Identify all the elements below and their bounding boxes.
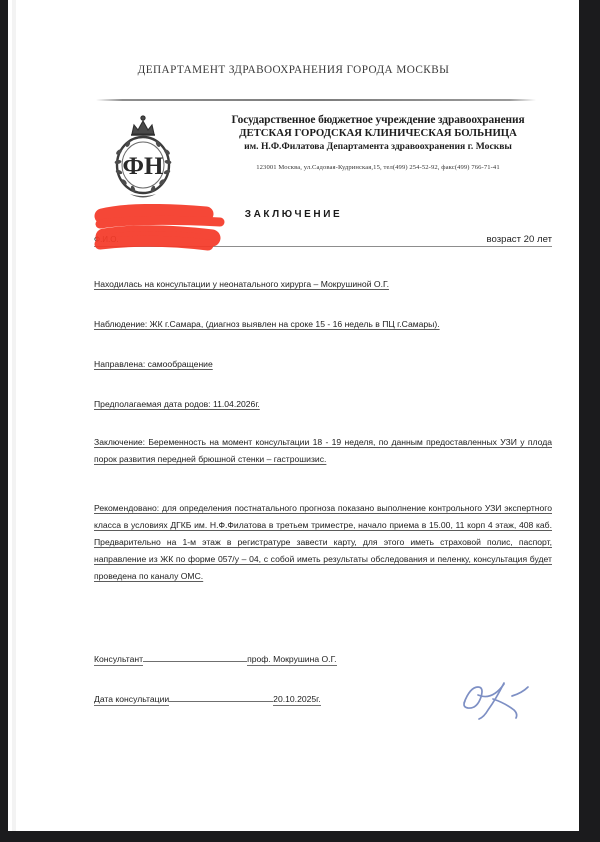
patient-name-row [94, 234, 552, 250]
document-page [8, 0, 579, 831]
hospital-emblem-icon [104, 112, 182, 204]
institution-address: 123001 Москва, ул.Садовая-Кудринская,15, тел(499) 254-52-92, факс(499) 766-71-41 [256, 164, 500, 171]
consultant-label: Консультант [94, 654, 144, 664]
paragraph-referral [94, 356, 552, 373]
paragraph-consultation [94, 276, 552, 293]
header-divider-rule [96, 99, 536, 101]
page-title: ЗАКЛЮЧЕНИЕ [244, 209, 343, 220]
paragraph-due-date-text: Предполагаемая дата родов: 11.04.2026г. [94, 399, 260, 409]
paragraph-observation [94, 316, 552, 333]
department-header: ДЕПАРТАМЕНТ ЗДРАВООХРАНЕНИЯ ГОРОДА МОСКВЫ [137, 64, 450, 76]
page-left-edge [12, 0, 16, 831]
consultant-row [94, 654, 414, 666]
institution-line-2: ДЕТСКАЯ ГОРОДСКАЯ КЛИНИЧЕСКАЯ БОЛЬНИЦА [239, 127, 517, 139]
patient-age-text: возраст 20 лет [484, 234, 553, 245]
paragraph-due-date [94, 396, 552, 413]
paragraph-recommendations-text: Рекомендовано: для определения постнатального прогноза показано выполнение контрольного УЗИ экспертного класса в условиях ДГКБ им. Н.Ф.Филатова в третьем триместре, начало приема в 15.00, 11 корп 4 этаж, 408 каб. Предварительно на 1-м этаж в регистратуре завести карту, для этого иметь страховой полис, паспорт, направление из ЖК по форме 057/у – 04, с собой иметь результаты обследования и пеленку, консультация будет проведена по каналу ОМС. [94, 503, 552, 581]
fio-label: Ф.И.О. [94, 235, 119, 244]
handwritten-signature [460, 672, 556, 724]
consultation-date-row [94, 694, 414, 706]
institution-block [188, 114, 568, 171]
paragraph-conclusion [94, 434, 552, 468]
paragraph-observation-text: Наблюдение: ЖК г.Самара, (диагноз выявлен на сроке 15 - 16 недель в ПЦ г.Самары). [94, 319, 440, 329]
consultation-date-lead-line [169, 700, 273, 702]
consultant-lead-line [143, 660, 247, 662]
institution-line-3: им. Н.Ф.Филатова Департамента здравоохранения г. Москвы [244, 141, 512, 152]
paragraph-consultation-text: Находилась на консультации у неонатального хирурга – Мокрушиной О.Г. [94, 279, 389, 289]
consultation-date-value: 20.10.2025г. [273, 694, 321, 704]
patient-name-fill-line [94, 246, 552, 247]
paragraph-conclusion-text: Заключение: Беременность на момент консультации 18 - 19 неделя, по данным предоставленных УЗИ у плода порок развития передней брюшной стенки – гастрошизис. [94, 437, 552, 464]
emblem-monogram-text: ФН [122, 153, 164, 180]
institution-line-1: Государственное бюджетное учреждение здравоохранения [231, 114, 525, 126]
paragraph-recommendations [94, 500, 552, 585]
consultant-value: проф. Мокрушина О.Г. [247, 654, 337, 664]
consultation-date-label: Дата консультации [94, 694, 170, 704]
paragraph-referral-text: Направлена: самообращение [94, 359, 213, 369]
